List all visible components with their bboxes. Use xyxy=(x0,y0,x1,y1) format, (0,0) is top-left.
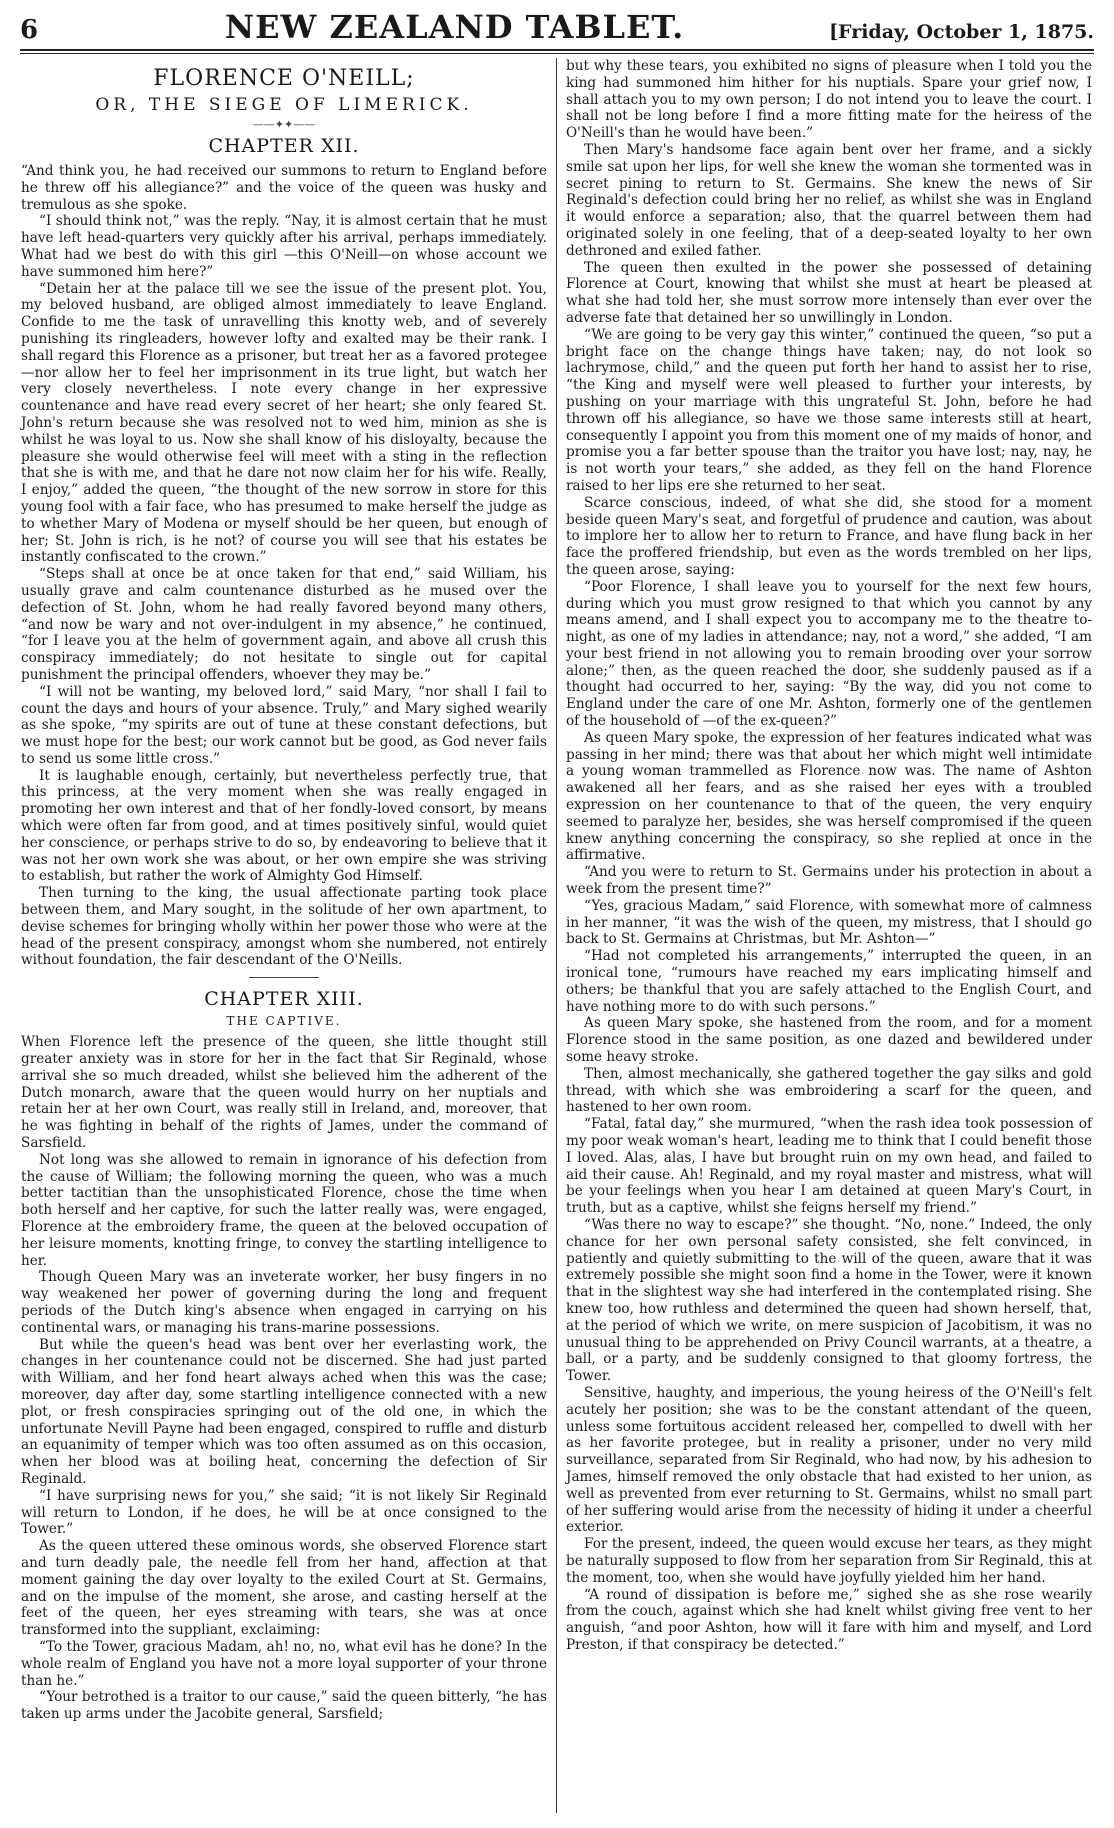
paragraph: Then, almost mechanically, she gathered together the gay silks and gold thread, with which she was embroidering a scarf for the queen, and hastened to her own room. xyxy=(566,1065,1092,1116)
page-number: 6 xyxy=(20,15,39,45)
paragraph: As queen Mary spoke, the expression of her features indicated what was passing in her mind; there was that about her which might well intimidate a young woman trammelled as Florence now was. The name of Ashton awakened all her fears, and as she raised her eyes with a troubled expression on her countenance to that of the queen, the very enquiry seemed to paralyze her, besides, she was herself compromised if the queen knew anything concerning the conspiracy, so she replied at once in the affirmative. xyxy=(566,729,1092,864)
newspaper-title: NEW ZEALAND TABLET. xyxy=(224,8,685,46)
column-divider xyxy=(556,58,557,1813)
masthead xyxy=(14,8,1100,49)
chapter-13-subheading: THE CAPTIVE. xyxy=(226,1014,342,1029)
paragraph: Scarce conscious, indeed, of what she did, she stood for a moment beside queen Mary's seat, and forgetful of prudence and caution, was about to implore her to allow her to return to France, and have flung back in her face the proffered friendship, but even as the words trembled on her lips, the queen arose, saying: xyxy=(566,494,1092,578)
story-subtitle: OR, THE SIEGE OF LIMERICK. xyxy=(95,95,473,115)
paragraph: “Poor Florence, I shall leave you to yourself for the next few hours, during which you must grow resigned to that which you cannot by any means amend, and I shall expect you to accompany me to the theatre to-night, as one of my ladies in attendance; nay, not a word,” she added, “I am your best friend in not allowing you to remain brooding over your sorrow alone;” then, as the queen reached the door, she suddenly paused as if a thought had occurred to her, saying: “By the way, did you not come to England under the care of one Mr. Ashton, formerly one of the gentlemen of the household of —of the ex-queen?” xyxy=(566,578,1092,730)
right-column-body xyxy=(566,58,1092,1654)
paragraph: “Steps shall at once be at once taken for that end,” said William, his usually grave and calm countenance disturbed as he mused over the defection of St. John, whom he had really favored beyond many others, “and now be wary and not over-indulgent in my absence,” he continued, “for I leave you at the helm of government again, and above all crush this conspiracy immediately; do not hesitate to single out for capital punishment the principal offenders, whoever they may be.” xyxy=(21,566,547,683)
paragraph: As queen Mary spoke, she hastened from the room, and for a moment Florence stood in the same position, as one dazed and bewildered under some heavy stroke. xyxy=(566,1015,1092,1066)
chapter-13-body xyxy=(21,1034,547,1723)
paragraph: “Fatal, fatal day,” she murmured, “when the rash idea took possession of my poor weak woman's heart, leading me to think that I could benefit those I loved. Alas, alas, I have but brought ruin on my own head, and failed to aid their cause. Ah! Reginald, and my royal master and mistress, what will be your feelings when you hear I am detained at queen Mary's Court, in truth, but as a captive, whilst she feigns herself my friend.” xyxy=(566,1116,1092,1217)
paragraph: “To the Tower, gracious Madam, ah! no, no, what evil has he done? In the whole realm of England you have not a more loyal supporter of your throne than he.” xyxy=(21,1638,547,1689)
paragraph: When Florence left the presence of the queen, she little thought still greater anxiety was in store for her in the fact that Sir Reginald, whose arrival she so much dreaded, whilst she believed him the adherent of the Dutch monarch, aware that the queen would hurry on her nuptials and retain her at her own Court, was really still in Ireland, and, moreover, that he was fighting in behalf of the rights of James, under the command of Sarsfield. xyxy=(21,1034,547,1152)
paragraph: The queen then exulted in the power she possessed of detaining Florence at Court, knowing that whilst she must at heart be pleased at what she had told her, she must sorrow more intensely than ever over the adverse fate that detained her so unwillingly in London. xyxy=(566,259,1092,326)
chapter-12-body xyxy=(21,163,547,969)
paragraph: “Detain her at the palace till we see the issue of the present plot. You, my beloved husband, are obliged almost immediately to leave England. Confide to me the task of unravelling this knotty web, and of severely punishing its ringleaders, however lofty and exalted may be their rank. I shall regard this Florence as a prisoner, but treat her as a favored protegee—nor allow her to feel her imprisonment in its true light, but watch her very closely nevertheless. I note every change in her expressive countenance and have read every secret of her heart; she only feared St. John's return because she was resolved not to wed him, minion as she is whilst he was loyal to us. Now she shall know of his disloyalty, because the pleasure she would otherwise feel will meet with a sting in the reflection that she is with me, and that he dare not now claim her for his wife. Really, I enjoy,” added the queen, “the thought of the new sorrow in store for this young fool with a fair face, who has presumed to make herself the judge as to whether Mary of Modena or myself should be her queen, but enough of her; St. John is rich, is he not? of course you will see that his estates be instantly confiscated to the crown.” xyxy=(21,280,547,566)
paragraph: But while the queen's head was bent over her everlasting work, the changes in her countenance could not be discerned. She had just parted with William, and her fond heart always ached when this was the case; moreover, day after day, some startling intelligence connected with a new plot, or fresh conspiracies springing out of the old one, in which the unfortunate Nevill Payne had been engaged, conspired to ruffle and disturb an equanimity of temper which was too often assumed as on this occasion, when her blood was at boiling heat, concerning the defection of Sir Reginald. xyxy=(21,1336,547,1487)
paragraph: “And think you, he had received our summons to return to England before he threw off his allegiance?” and the voice of the queen was husky and tremulous as she spoke. xyxy=(21,163,547,213)
ornament-divider: ——✦✦—— xyxy=(252,118,316,131)
paragraph: “Had not completed his arrangements,” interrupted the queen, in an ironical tone, “rumours have reached my ears implicating himself and others; be thankful that you are safely attached to the English Court, and have nothing more to do with such persons.” xyxy=(566,948,1092,1015)
section-rule xyxy=(249,977,319,978)
story-title: FLORENCE O'NEILL; xyxy=(153,66,415,91)
paragraph: “Was there no way to escape?” she thought. “No, none.” Indeed, the only chance for her own personal safety consisted, she felt convinced, in patiently and quietly submitting to the will of the queen, aware that it was extremely possible she might soon find a home in the Tower, were it known that in the slightest way she had interfered in the contemplated rising. She knew too, how ruthless and determined the queen had shown herself, that, at the period of which we write, on mere suspicion of Jacobitism, it was no unusual thing to be apprehended on Privy Council warrants, at a theatre, a ball, or a party, and be suddenly consigned to that gloomy fortress, the Tower. xyxy=(566,1216,1092,1385)
right-column xyxy=(559,58,1099,1813)
issue-date: [Friday, October 1, 1875. xyxy=(829,21,1094,43)
paragraph: “Yes, gracious Madam,” said Florence, with somewhat more of calmness in her manner, “it was the wish of the queen, my mistress, that I should go back to St. Germains at Christmas, but Mr. Ashton—” xyxy=(566,897,1092,948)
masthead-rule xyxy=(20,49,1094,54)
paragraph: “Your betrothed is a traitor to our cause,” said the queen bitterly, “he has taken up arms under the Jacobite general, Sarsfield; xyxy=(21,1689,547,1723)
paragraph: “I will not be wanting, my beloved lord,” said Mary, “nor shall I fail to count the days and hours of your absence. Truly,” and Mary sighed wearily as she spoke, “my spirits are out of tune at these constant defections, but we must hope for the best; our work cannot but be good, as God never fails to send us some little cross.” xyxy=(21,683,547,767)
paragraph: “We are going to be very gay this winter,” continued the queen, “so put a bright face on the change things have taken; nay, do not look so lachrymose, child,” and the queen put forth her hand to assist her to rise, “the King and myself were well pleased to further your interests, by pushing on your marriage with this ungrateful St. John, before he had thrown off his allegiance, so have we those same interests still at heart, consequently I appoint you from this moment one of my maids of honor, and promise you a far better spouse than the traitor you have lost; nay, nay, he is not worth your tears,” she added, as they fell on the hand Florence raised to her lips ere she returned to her seat. xyxy=(566,326,1092,494)
paragraph: For the present, indeed, the queen would excuse her tears, as they might be naturally supposed to flow from her separation from Sir Reginald, this at the moment, too, when she would have joyfully yielded him her hand. xyxy=(566,1536,1092,1586)
chapter-12-heading: CHAPTER XII. xyxy=(208,135,360,157)
paragraph: It is laughable enough, certainly, but nevertheless perfectly true, that this princess, at the very moment when she was really engaged in promoting her own interest and that of her fondly-loved consort, by means which were often far from good, and at times positively sinful, would quiet her conscience, or perhaps strive to do so, by endeavoring to believe that it was not her own work she was about, or her own empire she was striving to establish, but rather the work of Almighty God Himself. xyxy=(21,767,547,885)
paragraph: Then turning to the king, the usual affectionate parting took place between them, and Mary sought, in the solitude of her own apartment, to devise schemes for bringing wholly within her power those who were at the head of the present conspiracy, amongst whom she numbered, not entirely without foundation, the fair descendant of the O'Neills. xyxy=(21,885,547,969)
paragraph: Though Queen Mary was an inveterate worker, her busy fingers in no way weakened her power of governing during the long and frequent periods of the Dutch king's absence when engaged in carrying on his continental wars, or managing his trans-marine possessions. xyxy=(21,1269,547,1336)
columns xyxy=(14,58,1100,1813)
left-column xyxy=(14,58,554,1813)
paragraph: “A round of dissipation is before me,” sighed she as she rose wearily from the couch, against which she had knelt whilst giving free vent to her anguish, “and poor Ashton, how will it fare with him and myself, and Lord Preston, if that conspiracy be detected.” xyxy=(566,1586,1092,1653)
paragraph: Not long was she allowed to remain in ignorance of his defection from the cause of William; the following morning the queen, who was a much better tactitian than the unsophisticated Florence, chose the time when both herself and her captive, for such the latter really was, were engaged, Florence at the embroidery frame, the queen at the beloved occupation of her leisure moments, knotting fringe, to convey the startling intelligence to her. xyxy=(21,1151,547,1269)
paragraph: but why these tears, you exhibited no signs of pleasure when I told you the king had summoned him hither for his nuptials. Spare your grief now, I shall attach you to my own person; I do not intend you to leave the court. I shall not be long before I find a more fitting mate for the heiress of the O'Neill's than he would have been.” xyxy=(566,58,1092,142)
chapter-13-heading: CHAPTER XIII. xyxy=(204,988,364,1011)
paragraph: “I have surprising news for you,” she said; “it is not likely Sir Reginald will return to London, if he does, he will be at once consigned to the Tower.” xyxy=(21,1487,547,1538)
paragraph: Then Mary's handsome face again bent over her frame, and a sickly smile sat upon her lips, for well she knew the woman she tormented was in secret pining to return to St. Germains. She knew the news of Sir Reginald's defection could bring her no relief, as whilst she was in England it would enforce a separation; also, that the quarrel between them had originated solely in one feeling, that of a deep-seated loyalty to her own dethroned and exiled father. xyxy=(566,141,1092,259)
paragraph: Sensitive, haughty, and imperious, the young heiress of the O'Neill's felt acutely her position; she was to be the constant attendant of the queen, unless some fortuitous accident released her, compelled to dwell with her as her favorite protegee, but in reality a prisoner, under no very mild surveillance, separated from Sir Reginald, who had now, by his adhesion to James, himself removed the only obstacle that had existed to her union, as well as prevented from ever returning to St. Germains, whilst no small part of her suffering would arise from the necessity of hiding it under a cheerful exterior. xyxy=(566,1384,1092,1536)
paragraph: “I should think not,” was the reply. “Nay, it is almost certain that he must have left head-quarters very quickly after his arrival, perhaps immediately. What had we best do with this girl —this O'Neill—on whose account we have summoned him here?” xyxy=(21,213,547,280)
paragraph: “And you were to return to St. Germains under his protection in about a week from the present time?” xyxy=(566,864,1092,898)
paragraph: As the queen uttered these ominous words, she observed Florence start and turn deadly pale, the needle fell from her hand, affection at that moment gaining the day over loyalty to the exiled Court at St. Germains, and on the impulse of the moment, she arose, and casting herself at the feet of the queen, her eyes streaming with tears, she was at once transformed into the suppliant, exclaiming: xyxy=(21,1538,547,1639)
